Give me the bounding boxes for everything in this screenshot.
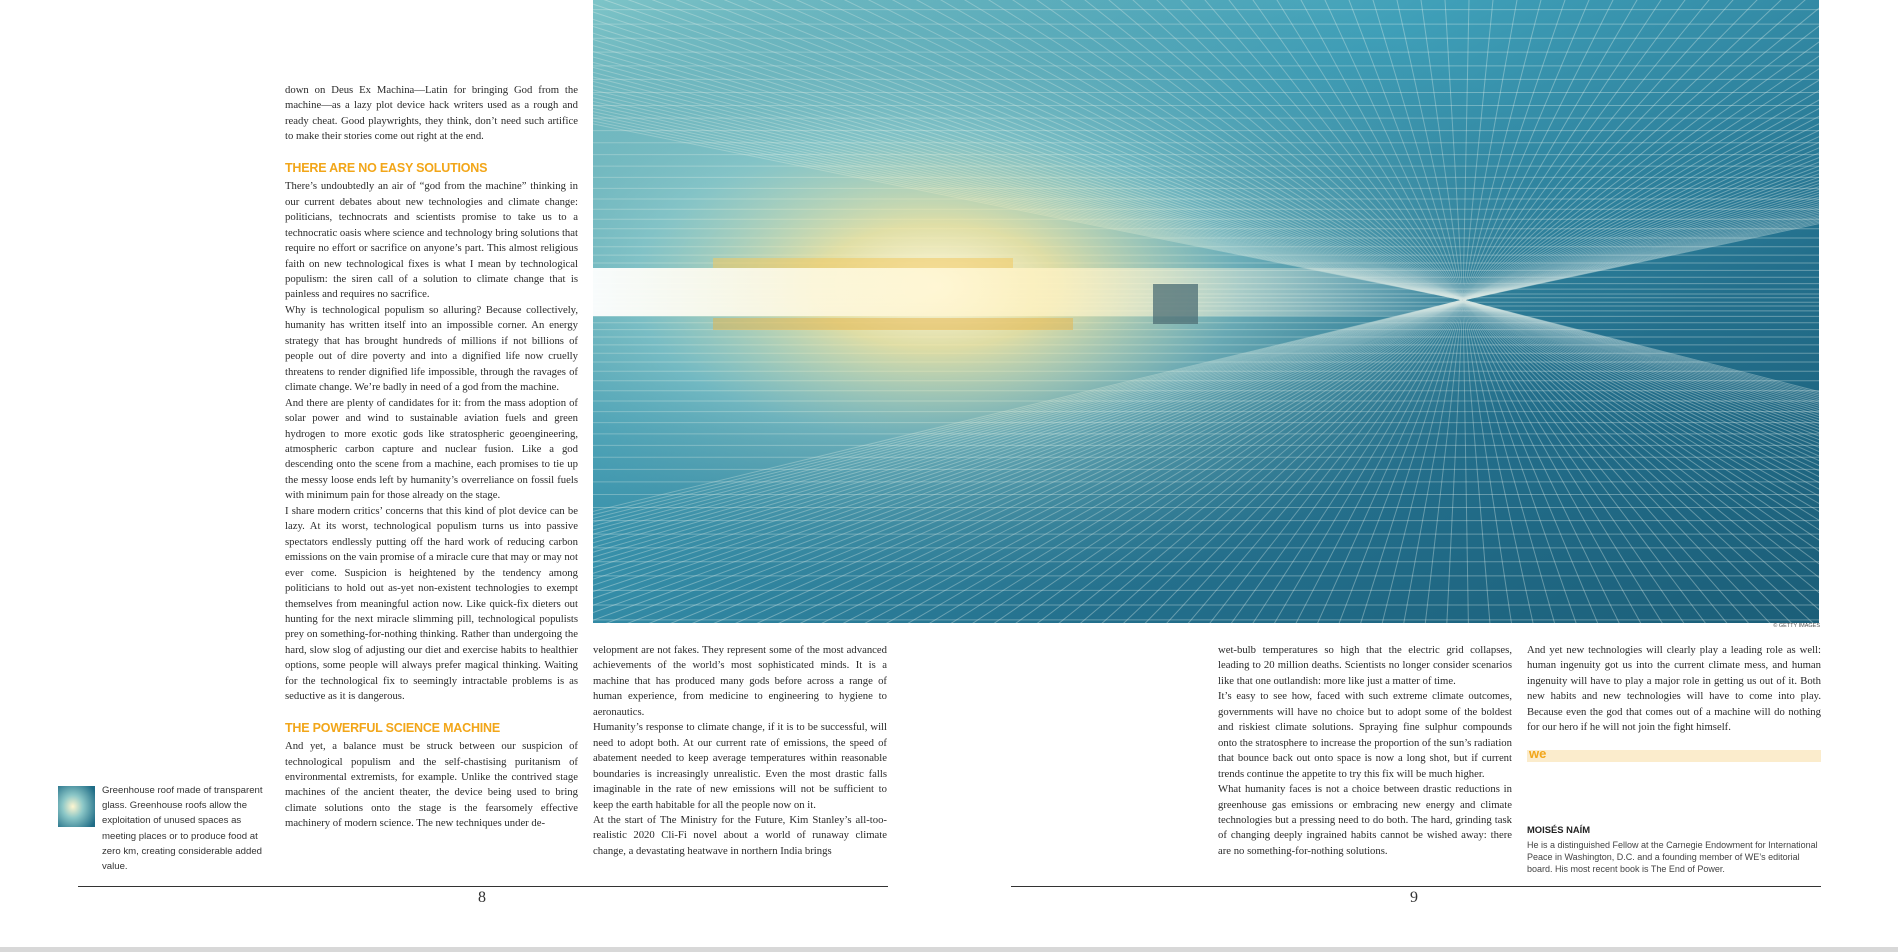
right-footer-rule [1011, 886, 1821, 887]
column2-paragraph-2: Humanity’s response to climate change, if it is to be successful, will need to adopt both. At our current rate of emissions, the speed of abatement needed to keep average temperatures within reasonable boundaries is increasingly unrealistic. Even the most drastic falls imaginable in the rate of new emissions will not be sufficient to keep the earth habitable for all the people now on it. [593, 721, 887, 811]
photo-caption: Greenhouse roof made of transparent glass. Greenhouse roofs allow the exploitation of unused spaces as meeting places or to produce food at zero km, creating considerable added value. [102, 785, 263, 873]
column1-intro: down on Deus Ex Machina—Latin for bringing God from the machine—as a lazy plot device hack writers used as a rough and ready cheat. Good playwrights, they think, don’t need such artifice to make their stories come out right at the end. [285, 84, 578, 143]
greenhouse-roof-photo [593, 0, 1819, 623]
left-column-2 [593, 643, 887, 859]
column2-paragraph-1: velopment are not fakes. They represent some of the most advanced achievements of the world’s most sophisticated minds. It is a machine that has produced many gods before across a range of human experience, from medicine to engineering to hygiene to aeronautics. [593, 644, 887, 718]
author-bio-block [1527, 824, 1827, 875]
column2-paragraph-3: At the start of The Ministry for the Future, Kim Stanley’s all-too-realistic 2020 Cli-Fi novel about a world of runaway climate change, a devastating heatwave in northern India brings [593, 813, 887, 857]
left-column-1 [285, 83, 578, 832]
caption-thumbnail [58, 786, 95, 827]
photo-graphic [593, 0, 1819, 623]
paragraph-2: Why is technological populism so alluring? Because collectively, humanity has written itself into an impossible corner. An energy strategy that has brought hundreds of millions if not billions of people out of dire poverty and into a dignified life now cruelly threatens to render dignified life impossible, through the ravages of climate change. We’re badly in need of a god from the machine. [285, 303, 578, 394]
column4-paragraph-1: And yet new technologies will clearly play a leading role as well: human ingenuity got us into the current climate mess, and human ingenuity will have to play a major role in getting us out of it. Both new habits and new technologies will have to come into play. Because even the god that comes out of a machine will do nothing for our hero if he will not join the fight himself. [1527, 644, 1821, 734]
column3-paragraph-2: It’s easy to see how, faced with such extreme climate outcomes, governments will have no choice but to adopt some of the boldest and riskiest climate solutions. Spraying fine sulphur compounds onto the stratosphere to increase the proportion of the sun’s radiation that bounce back out onto space is now a long shot, but if current trends continue the appetite to try this fix will be much higher. [1218, 690, 1512, 780]
right-column-4 [1527, 643, 1821, 736]
paragraph-1: There’s undoubtedly an air of “god from the machine” thinking in our current debates about new technologies and climate change: politicians, technocrats and scientists promise to take us to a technocratic oasis where science and technology bring solutions that require no effort or sacrifice on anyone’s part. This almost religious faith on new technological fixes is what I mean by technological populism: the siren call of a solution to climate change that is painless and requires no sacrifice. [285, 180, 578, 301]
page-number-left: 8 [478, 889, 486, 906]
column3-paragraph-3: What humanity faces is not a choice between drastic reductions in greenhouse gas emissions or embracing new energy and climate technologies but a pressing need to do both. The hard, grinding task of changing deeply ingrained habits cannot be wished away: there are no something-for-nothing solutions. [1218, 783, 1512, 857]
left-footer-rule [78, 886, 888, 887]
we-logo-text: we [1529, 746, 1547, 761]
column3-paragraph-1: wet-bulb temperatures so high that the electric grid collapses, leading to 20 million deaths. Scientists no longer consider scenarios like that one outlandish: more like just a matter of time. [1218, 644, 1512, 687]
heading-powerful-science-machine: THE POWERFUL SCIENCE MACHINE [285, 720, 501, 735]
paragraph-3: And there are plenty of candidates for it: from the mass adoption of solar power and wind to sustainable aviation fuels and green hydrogen to more exotic gods like stratospheric geoengineering, atmospheric carbon capture and nuclear fusion. Like a god descending onto the scene from a machine, each promises to tie up the messy loose ends left by humanity’s overreliance on fossil fuels with minimum pain for those already on the stage. [285, 396, 578, 502]
photo-credit: © GETTY IMAGES [1773, 623, 1820, 629]
page-number-right: 9 [1410, 889, 1418, 906]
heading-no-easy-solutions: THERE ARE NO EASY SOLUTIONS [285, 160, 488, 175]
bottom-edge [0, 947, 1898, 952]
right-column-3 [1218, 643, 1512, 859]
author-name: MOISÉS NAÍM [1527, 824, 1591, 835]
we-logo [1527, 746, 1821, 762]
paragraph-4: I share modern critics’ concerns that this kind of plot device can be lazy. At its worst, technological populism turns us into passive spectators endlessly putting off the hard work of reducing carbon emissions on the vain promise of a miracle cure that may or may not ever come. Suspicion is heightened by the tendency among politicians to hold out as-yet non-existent technologies to exempt themselves from meaningful action now. Like quick-fix dieters out hunting for the next miracle slimming pill, technological populists prey on something-for-nothing thinking. Rather than undergoing the hard, slow slog of adjusting our diet and exercise habits to healthier options, some people will always prefer magical thinking. Waiting for the technological fix to seemingly intractable problems is as seductive as it is dangerous. [285, 504, 578, 703]
paragraph-5: And yet, a balance must be struck between our suspicion of technological populism and the self-chastising puritanism of environmental extremists, for example. Unlike the contrived stage machines of the ancient theater, the device being used to bring climate solutions onto the stage is the fearsomely effective machinery of modern science. The new techniques under de- [285, 740, 578, 830]
author-bio: He is a distinguished Fellow at the Carnegie Endowment for International Peace in Washington, D.C. and a founding member of WE’s editorial board. His most recent book is The End of Power. [1527, 840, 1818, 874]
